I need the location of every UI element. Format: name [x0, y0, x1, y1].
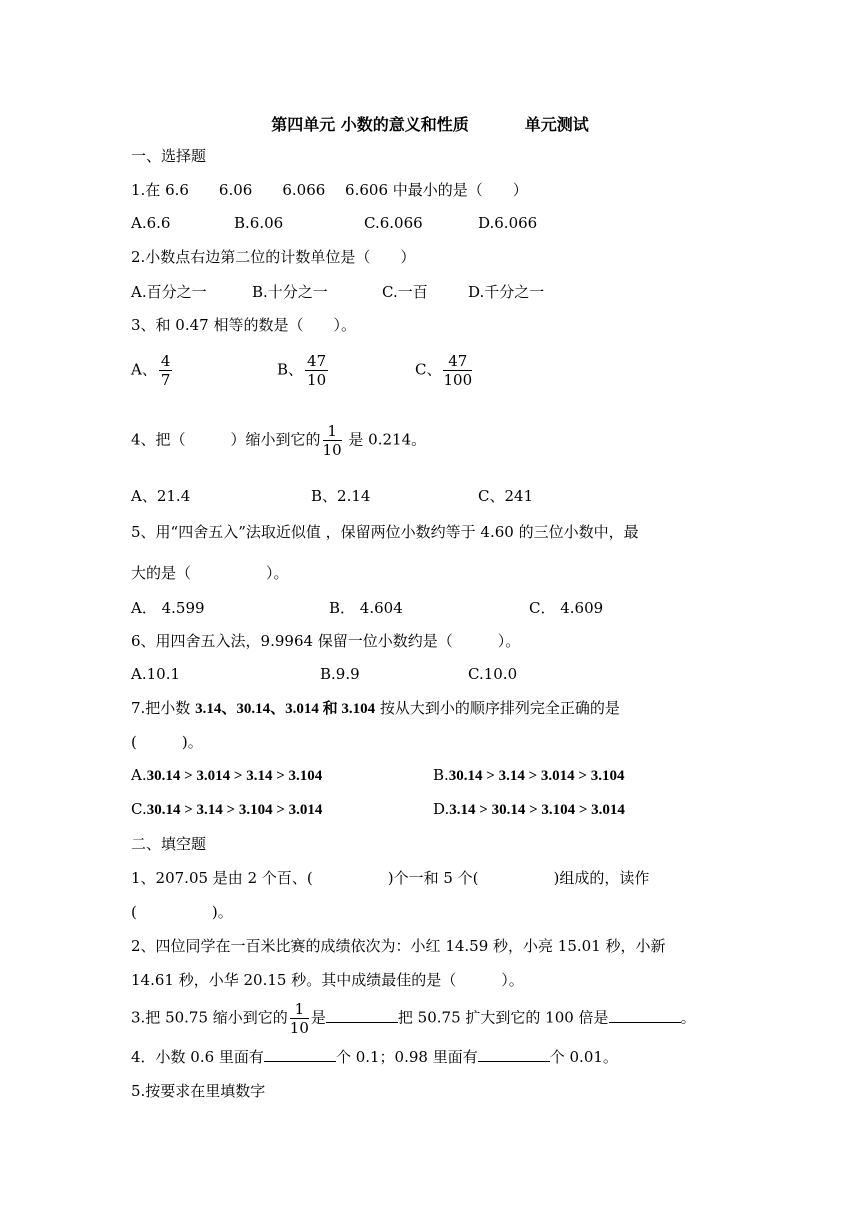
fraction: $\frac{4}{7}$ [160, 352, 171, 389]
answer-blank[interactable] [478, 1047, 550, 1062]
q1-option-a: A.6.6 [131, 214, 171, 232]
title-test: 单元测试 [524, 115, 589, 134]
question-6: 6、用四舍五入法，9.9964 保留一位小数约是（ ）。 [131, 632, 521, 650]
section-heading-fill: 二、填空题 [131, 835, 207, 853]
q3-option-c: C、 $\frac{47}{100}$ [415, 352, 473, 389]
q4-option-b: B、2.14 [311, 487, 371, 505]
fraction: $\frac{1}{10}$ [289, 1000, 309, 1037]
answer-blank[interactable] [264, 1047, 336, 1062]
q5-option-a: A． 4.599 [131, 599, 205, 617]
q7-option-a: A.30.14 > 3.014 > 3.14 > 3.104 [131, 766, 323, 784]
q5-option-c: C． 4.609 [529, 599, 604, 617]
q3-option-a: A、 $\frac{4}{7}$ [131, 352, 171, 389]
q1-option-c: C.6.066 [364, 214, 423, 232]
page-title [0, 112, 860, 135]
question-4: 4、把（ ）缩小到它的 $\frac{1}{10}$ 是 0.214。 [131, 422, 427, 459]
question-5-line-2: 大的是（ ）。 [131, 564, 289, 582]
fraction: $\frac{47}{100}$ [443, 352, 473, 389]
q4-option-a: A、21.4 [131, 487, 191, 505]
fill-1-line-1: 1、207.05 是由 2 个百、( )个一和 5 个( )组成的，读作 [131, 869, 650, 887]
answer-blank[interactable] [326, 1008, 398, 1023]
q7-option-c: C.30.14 > 3.14 > 3.104 > 3.014 [131, 800, 323, 818]
fill-2-line-1: 2、四位同学在一百米比赛的成绩依次为：小红 14.59 秒，小亮 15.01 秒，小新 [131, 937, 666, 955]
q6-option-c: C.10.0 [468, 665, 518, 683]
fraction: $\frac{1}{10}$ [322, 422, 342, 459]
question-7-line-1: 7.把小数 3.14、30.14、3.014 和 3.104 按从大到小的顺序排列完全正确的是 [131, 699, 620, 717]
answer-blank[interactable] [609, 1008, 681, 1023]
q4-option-c: C、241 [478, 487, 534, 505]
fill-5: 5.按要求在里填数字 [131, 1082, 266, 1100]
fill-4: 4．小数 0.6 里面有 个 0.1；0.98 里面有 个 0.01。 [131, 1048, 618, 1066]
fill-1-line-2: ( )。 [131, 903, 233, 921]
question-7-line-2: ( )。 [131, 733, 203, 751]
q2-option-a: A.百分之一 [131, 283, 207, 301]
q3-option-b: B、 $\frac{47}{10}$ [277, 352, 327, 389]
q6-option-b: B.9.9 [320, 665, 360, 683]
q2-option-c: C.一百 [382, 283, 428, 301]
question-3: 3、和 0.47 相等的数是（ ）。 [131, 316, 356, 334]
q7-option-d: D.3.14 > 30.14 > 3.104 > 3.014 [433, 800, 625, 818]
question-2: 2.小数点右边第二位的计数单位是（ ） [131, 248, 416, 266]
q5-option-b: B． 4.604 [329, 599, 403, 617]
question-1: 1.在 6.6 6.06 6.066 6.606 中最小的是（ ） [131, 181, 528, 199]
fraction: $\frac{47}{10}$ [307, 352, 327, 389]
question-5-line-1: 5、用“四舍五入”法取近似值 ，保留两位小数约等于 4.60 的三位小数中，最 [131, 523, 639, 541]
q2-option-b: B.十分之一 [252, 283, 328, 301]
section-heading-choice: 一、选择题 [131, 147, 207, 165]
q7-option-b: B.30.14 > 3.14 > 3.014 > 3.104 [433, 766, 625, 784]
title-unit: 第四单元 小数的意义和性质 [271, 115, 469, 134]
q1-option-b: B.6.06 [234, 214, 284, 232]
q1-option-d: D.6.066 [478, 214, 538, 232]
q2-option-d: D.千分之一 [468, 283, 545, 301]
fill-3: 3.把 50.75 缩小到它的 $\frac{1}{10}$ 是 把 50.75 扩大到它的 100 倍是 。 [131, 1000, 696, 1037]
fill-2-line-2: 14.61 秒，小华 20.15 秒。其中成绩最佳的是（ ）。 [131, 971, 524, 989]
q6-option-a: A.10.1 [131, 665, 180, 683]
